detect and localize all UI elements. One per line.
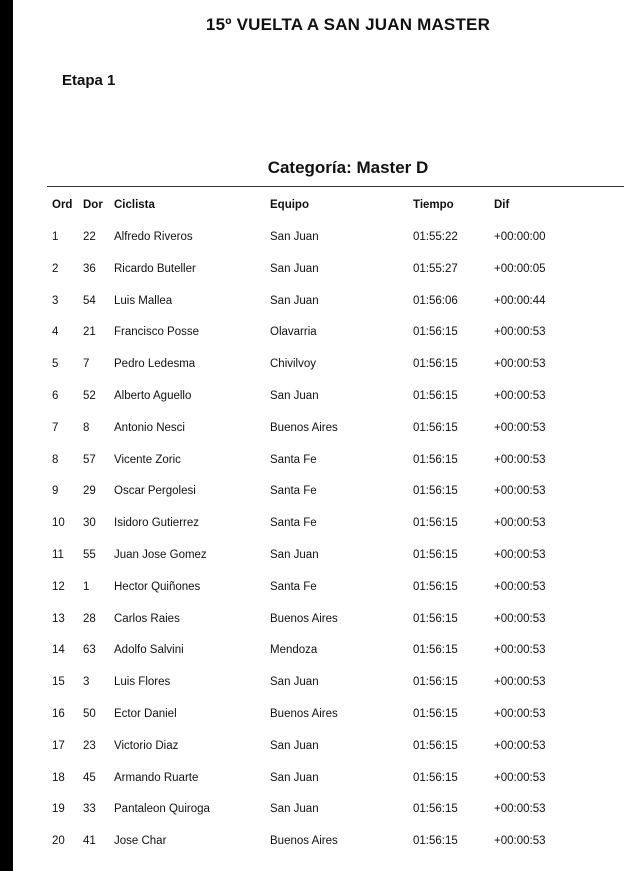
table-row (0, 676, 624, 696)
cell-dif: +00:00:53 (494, 612, 546, 625)
cell-tiempo: 01:55:27 (413, 262, 458, 275)
cell-ord: 4 (52, 326, 59, 339)
cell-dif: +00:00:53 (494, 644, 546, 657)
column-header-equipo: Equipo (270, 199, 309, 211)
cell-dif: +00:00:53 (494, 739, 546, 752)
cell-dif: +00:00:53 (494, 676, 546, 689)
cell-dif: +00:00:53 (494, 421, 546, 434)
cell-tiempo: 01:56:15 (413, 358, 458, 371)
cell-dif: +00:00:53 (494, 485, 546, 498)
cell-dif: +00:00:00 (494, 231, 546, 243)
cell-tiempo: 01:56:15 (413, 326, 458, 339)
cell-ciclista: Luis Mallea (114, 294, 173, 307)
cell-dor: 3 (83, 676, 90, 689)
cell-equipo: Santa Fe (270, 580, 317, 593)
cell-ord: 7 (52, 421, 59, 434)
cell-ciclista: Victorio Diaz (114, 739, 179, 752)
column-header-tiempo: Tiempo (413, 199, 454, 211)
cell-tiempo: 01:56:15 (413, 580, 458, 593)
header-divider (47, 186, 624, 187)
table-row (0, 326, 624, 346)
cell-dor: 54 (83, 294, 96, 307)
column-header-ciclista: Ciclista (114, 199, 155, 211)
cell-tiempo: 01:56:15 (413, 676, 458, 689)
cell-equipo: San Juan (270, 803, 319, 816)
cell-equipo: San Juan (270, 739, 319, 752)
cell-equipo: Olavarria (270, 326, 317, 339)
column-header-ord: Ord (52, 199, 73, 211)
table-row (0, 708, 624, 728)
stage-label: Etapa 1 (62, 72, 116, 89)
cell-dor: 52 (83, 390, 96, 402)
table-row (0, 358, 624, 378)
cell-dor: 28 (83, 612, 96, 625)
cell-ord: 6 (52, 390, 59, 402)
cell-ord: 2 (52, 262, 59, 275)
cell-equipo: Santa Fe (270, 517, 317, 530)
cell-ciclista: Hector Quiñones (114, 580, 201, 593)
cell-tiempo: 01:56:15 (413, 485, 458, 498)
cell-equipo: Chivilvoy (270, 358, 317, 371)
cell-dor: 45 (83, 771, 96, 784)
table-row (0, 835, 624, 855)
cell-ord: 1 (52, 231, 59, 243)
cell-dor: 22 (83, 231, 96, 243)
cell-ord: 18 (52, 771, 65, 784)
cell-ord: 5 (52, 358, 59, 371)
cell-dif: +00:00:53 (494, 358, 546, 371)
cell-ciclista: Alfredo Riveros (114, 231, 193, 243)
cell-equipo: Buenos Aires (270, 612, 338, 625)
cell-dif: +00:00:05 (494, 262, 546, 275)
cell-tiempo: 01:56:15 (413, 612, 458, 625)
cell-ord: 12 (52, 580, 65, 593)
cell-ord: 11 (52, 549, 64, 561)
cell-dif: +00:00:53 (494, 390, 546, 402)
table-row (0, 422, 624, 442)
cell-dif: +00:00:53 (494, 803, 546, 816)
cell-dor: 36 (83, 262, 96, 275)
table-row (0, 549, 624, 569)
column-header-dor: Dor (83, 199, 103, 211)
cell-ciclista: Ricardo Buteller (114, 262, 196, 275)
cell-ord: 15 (52, 676, 65, 689)
cell-equipo: San Juan (270, 262, 319, 275)
table-row (0, 454, 624, 474)
table-row (0, 295, 624, 315)
cell-ciclista: Pantaleon Quiroga (114, 803, 210, 816)
cell-ciclista: Pedro Ledesma (114, 358, 196, 371)
cell-dif: +00:00:53 (494, 549, 546, 561)
cell-dif: +00:00:53 (494, 326, 546, 339)
cell-ord: 20 (52, 835, 65, 848)
cell-tiempo: 01:56:15 (413, 771, 458, 784)
cell-ord: 3 (52, 294, 59, 307)
cell-ord: 8 (52, 453, 59, 466)
cell-dor: 23 (83, 739, 96, 752)
cell-dif: +00:00:53 (494, 453, 546, 466)
cell-tiempo: 01:56:15 (413, 549, 458, 561)
cell-ciclista: Luis Flores (114, 676, 171, 689)
table-row (0, 231, 624, 251)
document-title: 15º VUELTA A SAN JUAN MASTER (205, 15, 491, 34)
cell-ord: 17 (52, 739, 65, 752)
table-row (0, 581, 624, 601)
cell-equipo: San Juan (270, 294, 319, 307)
cell-dor: 55 (83, 549, 96, 561)
cell-tiempo: 01:56:15 (413, 517, 458, 530)
cell-equipo: Santa Fe (270, 453, 317, 466)
cell-equipo: Buenos Aires (270, 835, 338, 848)
cell-tiempo: 01:56:06 (413, 294, 458, 307)
cell-dor: 63 (83, 644, 96, 657)
cell-tiempo: 01:55:22 (413, 231, 458, 243)
cell-dor: 21 (83, 326, 96, 339)
cell-dor: 8 (83, 421, 90, 434)
cell-tiempo: 01:56:15 (413, 708, 458, 720)
cell-equipo: San Juan (270, 231, 319, 243)
cell-tiempo: 01:56:15 (413, 421, 458, 434)
cell-ciclista: Adolfo Salvini (114, 644, 184, 657)
cell-dif: +00:00:53 (494, 580, 546, 593)
cell-dor: 57 (83, 453, 96, 466)
cell-dor: 7 (83, 358, 90, 371)
cell-equipo: Buenos Aires (270, 421, 338, 434)
cell-ord: 14 (52, 644, 65, 657)
cell-ord: 9 (52, 485, 59, 498)
table-header (0, 199, 624, 219)
cell-tiempo: 01:56:15 (413, 835, 458, 848)
cell-dor: 29 (83, 485, 96, 498)
cell-ciclista: Jose Char (114, 835, 167, 848)
cell-ord: 16 (52, 708, 65, 720)
cell-equipo: San Juan (270, 676, 319, 689)
table-row (0, 517, 624, 537)
table-row (0, 803, 624, 823)
cell-dif: +00:00:44 (494, 294, 546, 307)
cell-ord: 19 (52, 803, 65, 816)
cell-dor: 50 (83, 708, 96, 720)
table-row (0, 740, 624, 760)
cell-dif: +00:00:53 (494, 835, 546, 848)
cell-dor: 41 (83, 835, 96, 848)
table-row (0, 263, 624, 283)
cell-dor: 1 (83, 580, 90, 593)
cell-equipo: San Juan (270, 390, 319, 402)
cell-tiempo: 01:56:15 (413, 644, 458, 657)
cell-dif: +00:00:53 (494, 517, 546, 530)
cell-ciclista: Antonio Nesci (114, 421, 185, 434)
cell-ciclista: Vicente Zoric (114, 453, 181, 466)
cell-tiempo: 01:56:15 (413, 739, 458, 752)
table-row (0, 390, 624, 410)
cell-ciclista: Francisco Posse (114, 326, 200, 339)
table-row (0, 772, 624, 792)
category-heading: Categoría: Master D (267, 158, 429, 177)
cell-dif: +00:00:53 (494, 708, 546, 720)
cell-ciclista: Juan Jose Gomez (114, 549, 207, 561)
cell-ciclista: Armando Ruarte (114, 771, 199, 784)
cell-tiempo: 01:56:15 (413, 390, 458, 402)
cell-equipo: Santa Fe (270, 485, 317, 498)
cell-equipo: Buenos Aires (270, 708, 338, 720)
cell-tiempo: 01:56:15 (413, 453, 458, 466)
table-row (0, 613, 624, 633)
column-header-dif: Dif (494, 199, 510, 211)
cell-equipo: Mendoza (270, 644, 318, 657)
cell-ord: 13 (52, 612, 65, 625)
cell-dor: 33 (83, 803, 96, 816)
cell-ciclista: Ector Daniel (114, 708, 177, 720)
cell-ciclista: Oscar Pergolesi (114, 485, 196, 498)
table-row (0, 485, 624, 505)
cell-dor: 30 (83, 517, 96, 530)
cell-dif: +00:00:53 (494, 771, 546, 784)
cell-equipo: San Juan (270, 549, 319, 561)
cell-ciclista: Alberto Aguello (114, 390, 192, 402)
cell-equipo: San Juan (270, 771, 319, 784)
cell-ciclista: Carlos Raies (114, 612, 180, 625)
table-row (0, 644, 624, 664)
cell-ord: 10 (52, 517, 65, 530)
cell-ciclista: Isidoro Gutierrez (114, 517, 200, 530)
cell-tiempo: 01:56:15 (413, 803, 458, 816)
